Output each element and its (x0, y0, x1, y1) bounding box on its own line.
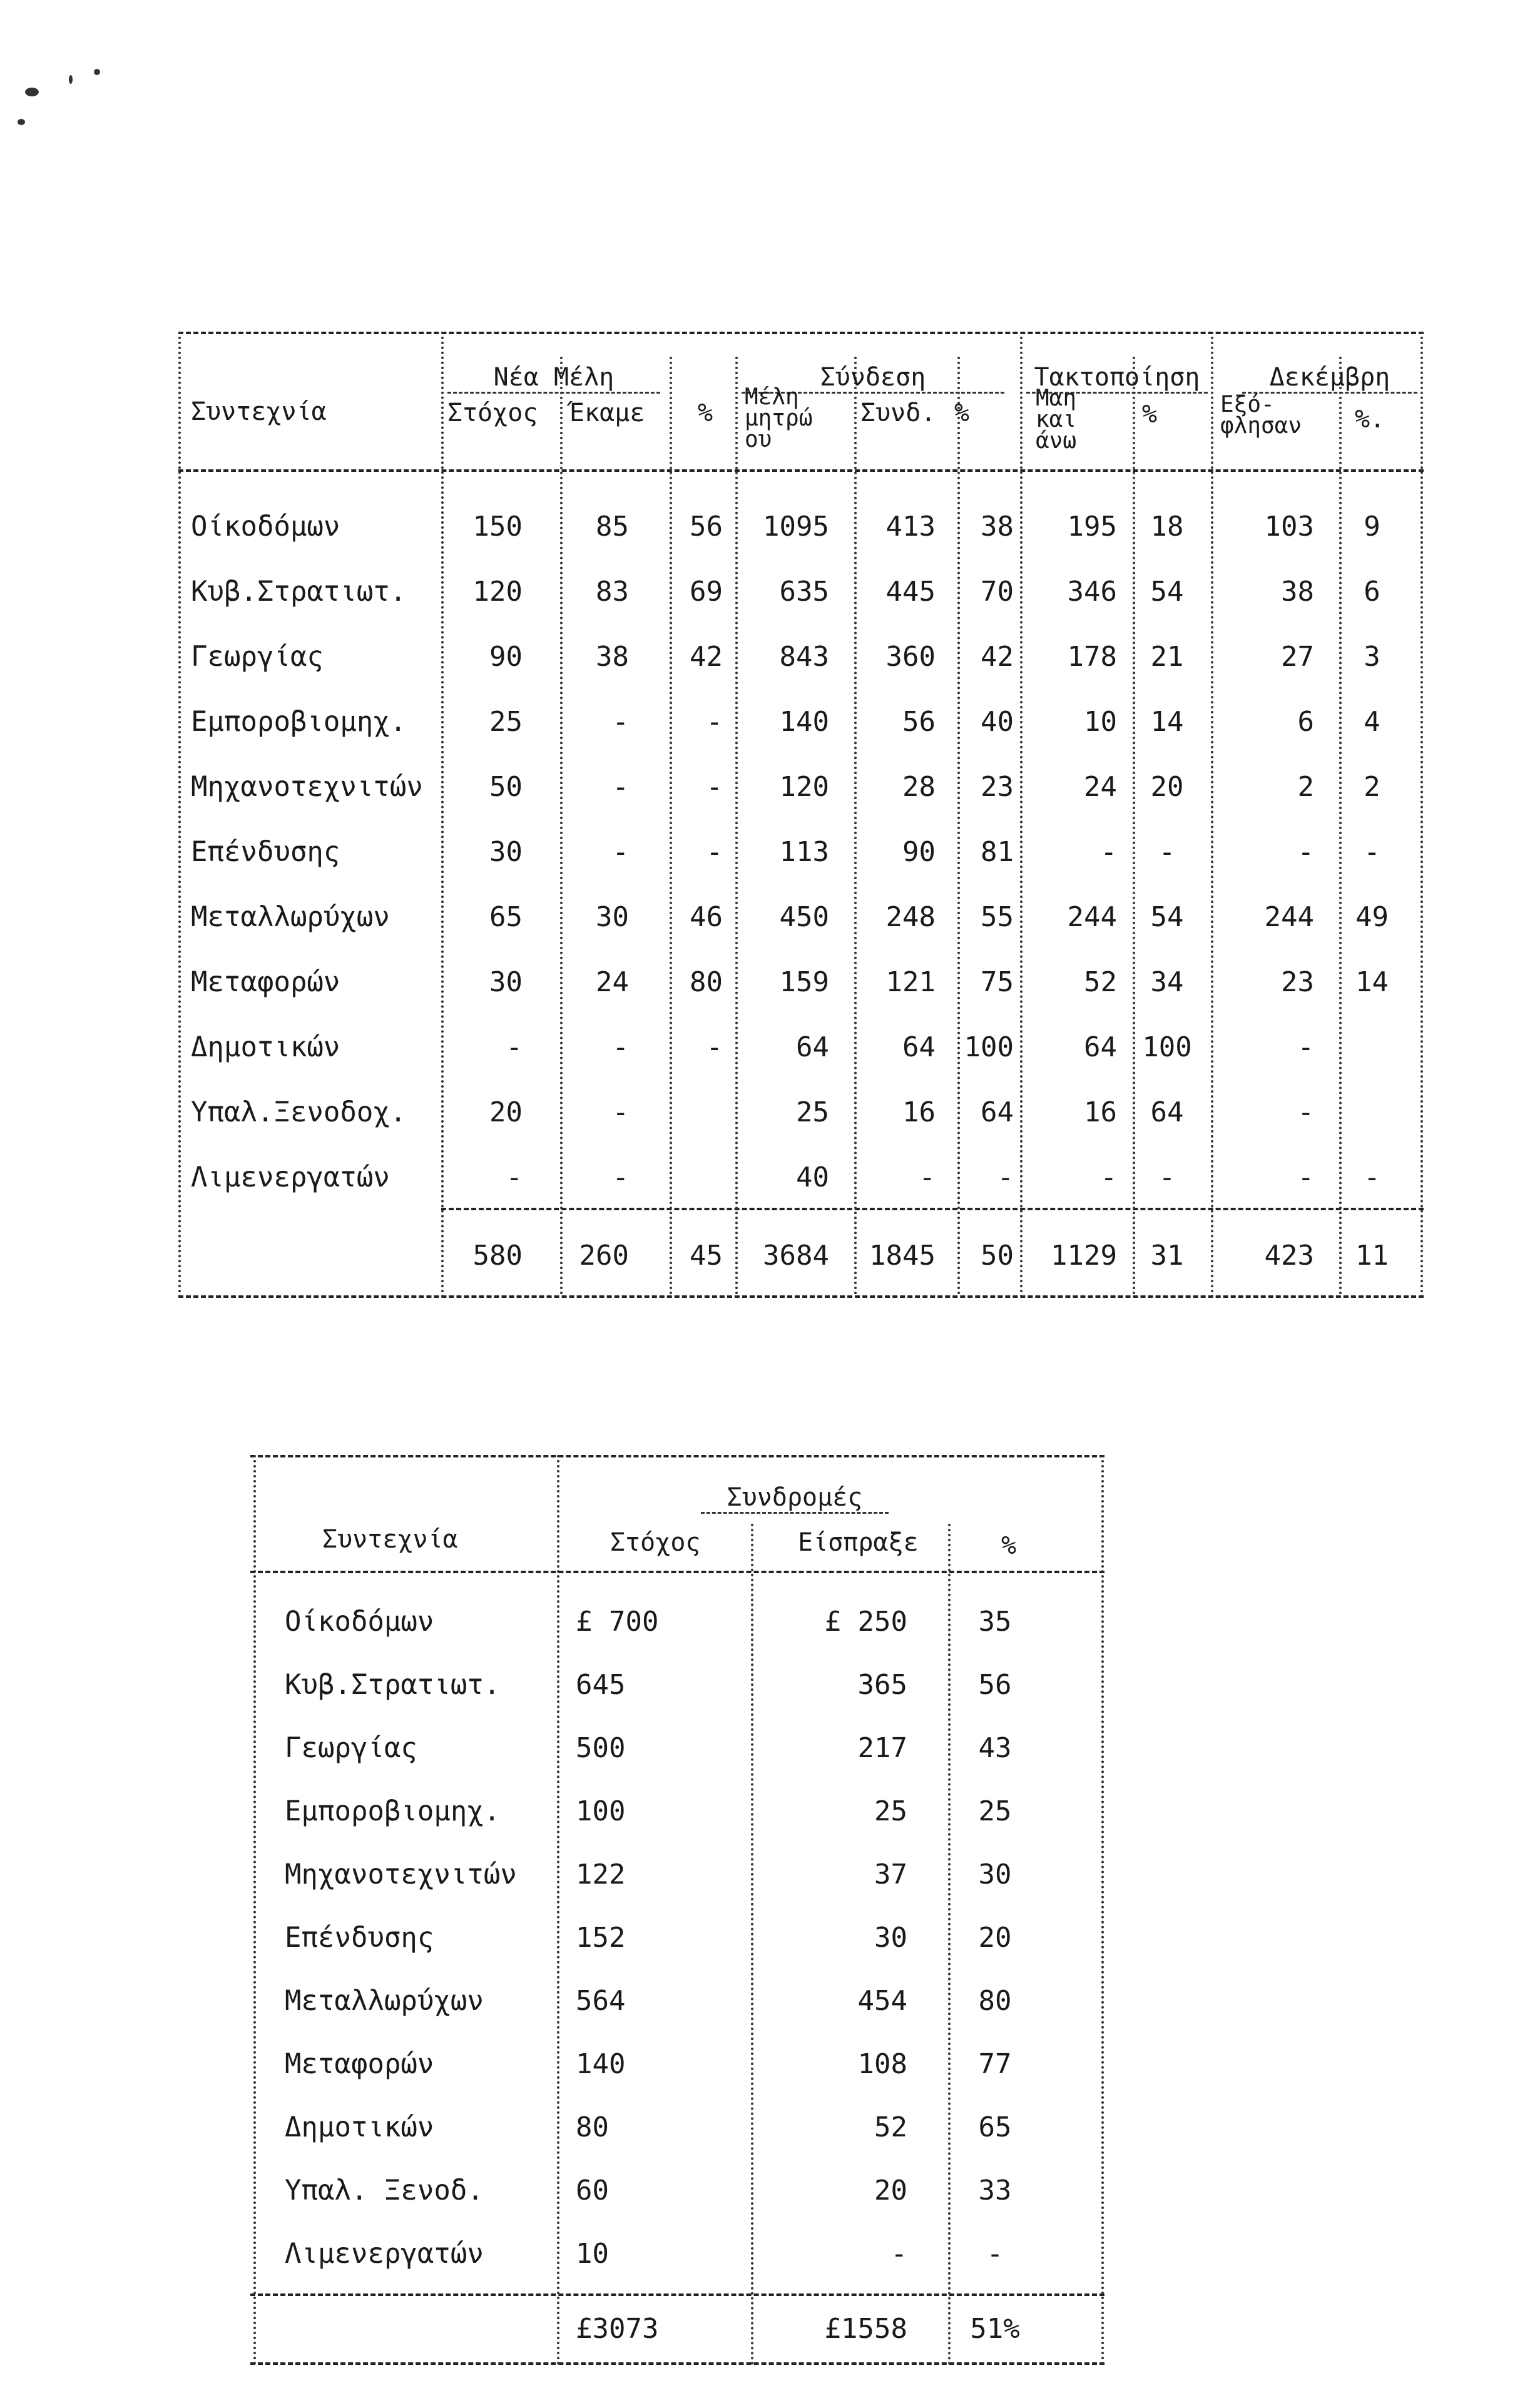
cell-cleared-pct: 4 (1364, 706, 1380, 738)
cell-cleared-pct: 49 (1355, 901, 1389, 933)
cell-industry: Επένδυσης (285, 1922, 434, 1954)
cell-pct: 43 (978, 1732, 1012, 1764)
cell-collected: 365 (857, 1669, 907, 1701)
cell-enrolled: - (612, 1031, 629, 1063)
cell-registered: 64 (796, 1031, 829, 1063)
cell-industry: Μηχανοτεχνιτών (285, 1859, 517, 1890)
cell-target: 500 (576, 1732, 626, 1764)
total-pct: 45 (690, 1240, 723, 1272)
table-top-border (250, 1455, 1104, 1457)
cell-paid-pct: 54 (1150, 576, 1184, 608)
cell-paid-pct: 18 (1150, 511, 1184, 543)
cell-paid: - (1100, 1161, 1117, 1193)
header-collected: Είσπραξε (798, 1528, 919, 1557)
cell-registered: 113 (779, 836, 829, 868)
cell-target: - (506, 1031, 523, 1063)
total-pct: 51% (970, 2313, 1020, 2345)
cell-linked-pct: 100 (964, 1031, 1014, 1063)
cell-industry: Μεταφορών (191, 966, 340, 998)
cell-collected: £ 250 (824, 1606, 907, 1638)
cell-linked: 16 (902, 1096, 936, 1128)
cell-linked: 56 (902, 706, 936, 738)
column-separator (1133, 357, 1135, 1295)
table-bottom-border (250, 2362, 1104, 2365)
cell-industry: Λιμενεργατών (191, 1161, 390, 1193)
cell-cleared-pct: - (1364, 1161, 1380, 1193)
total-registered: 3684 (763, 1240, 829, 1272)
cell-pct: 35 (978, 1606, 1012, 1638)
cell-target: 140 (576, 2048, 626, 2080)
cell-industry: Οίκοδόμων (285, 1606, 434, 1638)
cell-pct: - (986, 2238, 1004, 2270)
column-separator (854, 357, 857, 1295)
column-separator (253, 1455, 256, 2365)
subscriptions-table (250, 1455, 1104, 2365)
cell-paid-pct: 64 (1150, 1096, 1184, 1128)
cell-target: 564 (576, 1985, 626, 2017)
header-paid-since-may: Μαη και άνω (1036, 385, 1077, 454)
cell-industry: Λιμενεργατών (285, 2238, 484, 2270)
cell-paid-pct: 100 (1142, 1031, 1192, 1063)
total-top-border (250, 2293, 1104, 2296)
column-separator (1421, 332, 1423, 1298)
group-header-regularisation: Τακτοποίηση (1026, 363, 1208, 394)
cell-collected: 37 (874, 1859, 907, 1890)
total-linked-pct: 50 (981, 1240, 1014, 1272)
header-industry: Συντεχνία (191, 397, 327, 426)
cell-industry: Κυβ.Στρατιωτ. (285, 1669, 501, 1701)
cell-target: 60 (576, 2175, 609, 2206)
cell-collected: 30 (874, 1922, 907, 1954)
total-paid: 1129 (1051, 1240, 1117, 1272)
group-header-december: Δεκέμβρη (1242, 363, 1417, 394)
cell-registered: 25 (796, 1096, 829, 1128)
cell-paid-pct: 14 (1150, 706, 1184, 738)
cell-collected: 454 (857, 1985, 907, 2017)
cell-target: 10 (576, 2238, 609, 2270)
column-separator (1339, 357, 1342, 1295)
total-cleared-pct: 11 (1355, 1240, 1389, 1272)
cell-industry: Μηχανοτεχνιτών (191, 771, 423, 803)
cell-target: 90 (489, 641, 523, 673)
cell-target: £ 700 (576, 1606, 659, 1638)
cell-pct: 42 (690, 641, 723, 673)
cell-pct: 56 (690, 511, 723, 543)
cell-paid: - (1100, 836, 1117, 868)
cell-collected: 52 (874, 2111, 907, 2143)
cell-paid-pct: - (1158, 1161, 1176, 1193)
cell-linked: 248 (885, 901, 936, 933)
cell-pct: 56 (978, 1669, 1012, 1701)
cell-pct: - (706, 771, 723, 803)
cell-registered: 120 (779, 771, 829, 803)
cell-registered: 450 (779, 901, 829, 933)
cell-registered: 159 (779, 966, 829, 998)
cell-pct: 33 (978, 2175, 1012, 2206)
cell-linked-pct: 42 (981, 641, 1014, 673)
cell-linked: 413 (885, 511, 936, 543)
total-linked: 1845 (869, 1240, 936, 1272)
scan-speck (25, 88, 39, 96)
header-cleared: Εξό- φλησαν (1220, 392, 1302, 439)
cell-paid: 178 (1067, 641, 1117, 673)
cell-enrolled: - (612, 771, 629, 803)
cell-target: 152 (576, 1922, 626, 1954)
cell-paid: 52 (1084, 966, 1117, 998)
cell-registered: 140 (779, 706, 829, 738)
header-registered: Μέλη μητρώ ου (745, 384, 813, 452)
cell-industry: Υπαλ. Ξενοδ. (285, 2175, 484, 2206)
cell-target: 30 (489, 836, 523, 868)
cell-target: 30 (489, 966, 523, 998)
cell-registered: 843 (779, 641, 829, 673)
total-cleared: 423 (1264, 1240, 1314, 1272)
total-enrolled: 260 (579, 1240, 629, 1272)
cell-enrolled: - (612, 706, 629, 738)
column-separator (670, 357, 672, 1295)
scan-speck (94, 69, 100, 75)
cell-cleared-pct: 9 (1364, 511, 1380, 543)
total-target: 580 (472, 1240, 523, 1272)
cell-linked: 90 (902, 836, 936, 868)
column-separator (735, 357, 738, 1295)
cell-enrolled: 38 (596, 641, 629, 673)
column-separator (178, 332, 181, 1298)
column-separator (957, 357, 960, 1295)
cell-cleared-pct: - (1364, 836, 1380, 868)
cell-linked-pct: - (997, 1161, 1014, 1193)
cell-paid: 64 (1084, 1031, 1117, 1063)
cell-industry: Υπαλ.Ξενοδοχ. (191, 1096, 407, 1128)
cell-pct: - (706, 706, 723, 738)
cell-pct: 80 (978, 1985, 1012, 2017)
cell-industry: Οίκοδόμων (191, 511, 340, 543)
cell-enrolled: 30 (596, 901, 629, 933)
scan-speck (18, 119, 25, 125)
cell-pct: 30 (978, 1859, 1012, 1890)
cell-cleared: 244 (1264, 901, 1314, 933)
table-top-border (178, 332, 1424, 334)
cell-industry: Κυβ.Στρατιωτ. (191, 576, 407, 608)
cell-target: 645 (576, 1669, 626, 1701)
cell-industry: Εμποροβιομηχ. (285, 1795, 501, 1827)
total-target: £3073 (576, 2313, 659, 2345)
cell-paid: 346 (1067, 576, 1117, 608)
cell-linked-pct: 64 (981, 1096, 1014, 1128)
cell-industry: Δημοτικών (285, 2111, 434, 2143)
cell-pct: 77 (978, 2048, 1012, 2080)
cell-linked: 445 (885, 576, 936, 608)
header-linked: Συνδ. (860, 399, 936, 427)
cell-paid-pct: 20 (1150, 771, 1184, 803)
column-separator (1211, 332, 1213, 1298)
column-separator (560, 357, 563, 1295)
cell-industry: Μεταφορών (285, 2048, 434, 2080)
cell-paid: 195 (1067, 511, 1117, 543)
cell-industry: Εμποροβιομηχ. (191, 706, 407, 738)
cell-cleared: 23 (1281, 966, 1314, 998)
header-bottom-border (178, 469, 1424, 472)
cell-linked-pct: 55 (981, 901, 1014, 933)
cell-cleared-pct: 2 (1364, 771, 1380, 803)
header-target: Στόχος (447, 399, 538, 427)
cell-pct: 69 (690, 576, 723, 608)
cell-linked-pct: 38 (981, 511, 1014, 543)
cell-cleared: 6 (1297, 706, 1314, 738)
cell-cleared: 27 (1281, 641, 1314, 673)
cell-pct: - (706, 1031, 723, 1063)
cell-cleared: - (1297, 1161, 1314, 1193)
cell-paid-pct: 34 (1150, 966, 1184, 998)
total-paid-pct: 31 (1150, 1240, 1184, 1272)
cell-registered: 635 (779, 576, 829, 608)
cell-collected: - (890, 2238, 907, 2270)
cell-collected: 25 (874, 1795, 907, 1827)
cell-registered: 1095 (763, 511, 829, 543)
header-target: Στόχος (610, 1528, 701, 1557)
cell-target: 25 (489, 706, 523, 738)
cell-industry: Μεταλλωρύχων (285, 1985, 484, 2017)
cell-cleared: - (1297, 1031, 1314, 1063)
cell-linked-pct: 40 (981, 706, 1014, 738)
cell-enrolled: 24 (596, 966, 629, 998)
cell-linked-pct: 70 (981, 576, 1014, 608)
cell-industry: Μεταλλωρύχων (191, 901, 390, 933)
cell-cleared-pct: 14 (1355, 966, 1389, 998)
cell-target: 100 (576, 1795, 626, 1827)
cell-linked: 360 (885, 641, 936, 673)
cell-target: - (506, 1161, 523, 1193)
cell-cleared: 38 (1281, 576, 1314, 608)
cell-enrolled: - (612, 1096, 629, 1128)
header-pct: % (1001, 1531, 1017, 1560)
cell-paid: 16 (1084, 1096, 1117, 1128)
cell-cleared: 2 (1297, 771, 1314, 803)
cell-target: 120 (472, 576, 523, 608)
group-header-linkage: Σύνδεση (742, 363, 1004, 394)
cell-cleared: 103 (1264, 511, 1314, 543)
cell-target: 122 (576, 1859, 626, 1890)
cell-pct: 65 (978, 2111, 1012, 2143)
column-separator (557, 1455, 559, 2365)
cell-paid: 24 (1084, 771, 1117, 803)
cell-industry: Επένδυσης (191, 836, 340, 868)
header-linked-pct: % (954, 399, 970, 427)
cell-enrolled: - (612, 1161, 629, 1193)
cell-paid: 10 (1084, 706, 1117, 738)
cell-pct: 20 (978, 1922, 1012, 1954)
cell-linked-pct: 75 (981, 966, 1014, 998)
cell-pct: 25 (978, 1795, 1012, 1827)
cell-enrolled: - (612, 836, 629, 868)
column-separator (948, 1524, 951, 2365)
cell-linked: - (919, 1161, 936, 1193)
header-pct: % (698, 399, 713, 427)
group-header-new-members: Νέα Μέλη (447, 363, 660, 394)
cell-linked-pct: 81 (981, 836, 1014, 868)
cell-target: 20 (489, 1096, 523, 1128)
cell-target: 150 (472, 511, 523, 543)
cell-cleared: - (1297, 836, 1314, 868)
cell-industry: Γεωργίας (285, 1732, 417, 1764)
cell-industry: Δημοτικών (191, 1031, 340, 1063)
cell-pct: 80 (690, 966, 723, 998)
scan-speck (69, 75, 73, 84)
header-industry: Συντεχνία (322, 1525, 458, 1554)
cell-enrolled: 85 (596, 511, 629, 543)
cell-linked: 121 (885, 966, 936, 998)
cell-enrolled: 83 (596, 576, 629, 608)
cell-collected: 217 (857, 1732, 907, 1764)
column-separator (441, 332, 444, 1298)
cell-linked: 28 (902, 771, 936, 803)
header-paid-pct: % (1142, 400, 1158, 429)
header-cleared-pct: %. (1355, 405, 1385, 434)
cell-cleared-pct: 6 (1364, 576, 1380, 608)
cell-target: 80 (576, 2111, 609, 2143)
cell-pct: 46 (690, 901, 723, 933)
cell-cleared-pct: 3 (1364, 641, 1380, 673)
cell-collected: 108 (857, 2048, 907, 2080)
cell-paid-pct: - (1158, 836, 1176, 868)
cell-linked: 64 (902, 1031, 936, 1063)
cell-industry: Γεωργίας (191, 641, 324, 673)
column-separator (1020, 332, 1023, 1298)
table-bottom-border (178, 1295, 1424, 1298)
cell-registered: 40 (796, 1161, 829, 1193)
header-enrolled: Έκαμε (569, 399, 645, 427)
cell-target: 65 (489, 901, 523, 933)
total-top-border (441, 1208, 1424, 1210)
cell-paid-pct: 21 (1150, 641, 1184, 673)
cell-pct: - (706, 836, 723, 868)
cell-cleared: - (1297, 1096, 1314, 1128)
cell-paid-pct: 54 (1150, 901, 1184, 933)
membership-table (178, 332, 1424, 1298)
group-header-subscriptions: Συνδρομές (701, 1483, 889, 1514)
column-separator (1101, 1455, 1104, 2365)
cell-target: 50 (489, 771, 523, 803)
header-bottom-border (250, 1571, 1104, 1573)
column-separator (751, 1524, 753, 2365)
cell-collected: 20 (874, 2175, 907, 2206)
cell-paid: 244 (1067, 901, 1117, 933)
total-collected: £1558 (824, 2313, 907, 2345)
cell-linked-pct: 23 (981, 771, 1014, 803)
